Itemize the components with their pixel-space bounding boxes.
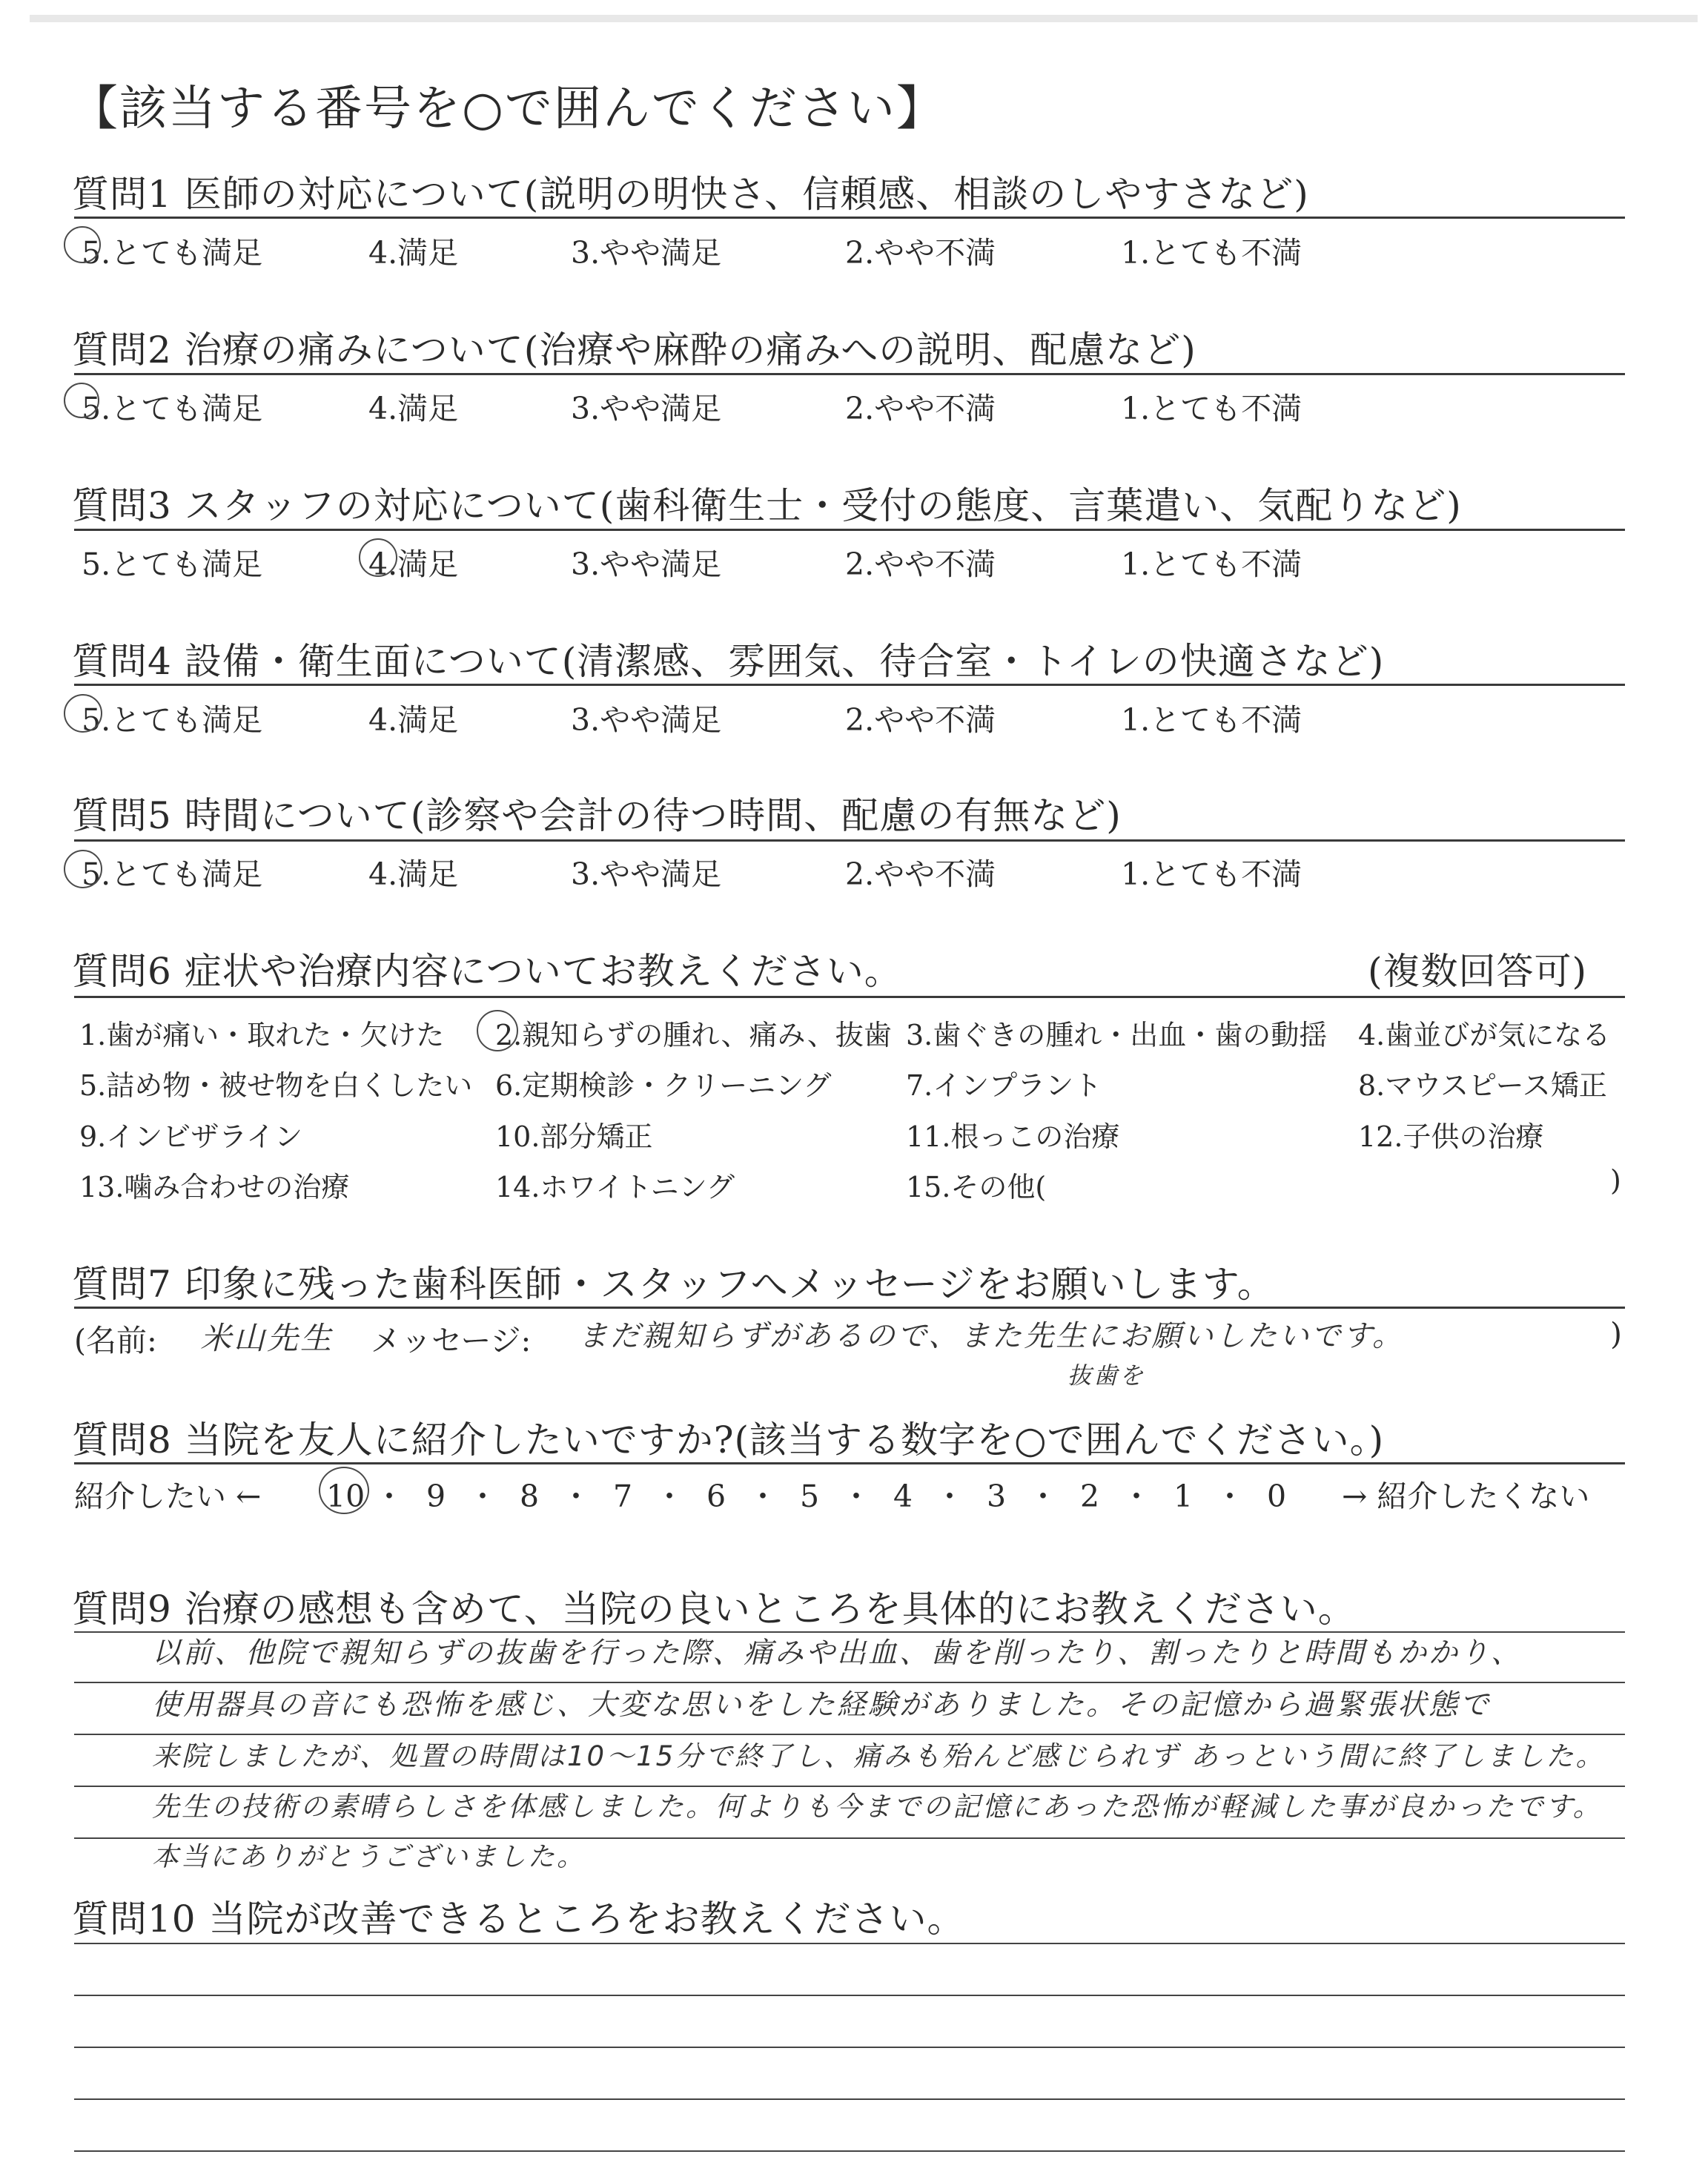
q4-option-5[interactable]: 5.とても満足 — [82, 702, 263, 738]
q3-option-5[interactable]: 5.とても満足 — [82, 546, 263, 582]
q8-dot: ・ — [1027, 1479, 1059, 1514]
q6-item-15[interactable]: 15.その他( — [906, 1171, 1047, 1203]
q8-title: 質問8 当院を友人に紹介したいですか?(該当する数字を○で囲んでください。) — [72, 1418, 1385, 1462]
q4-option-1[interactable]: 1.とても不満 — [1121, 702, 1302, 738]
q4-option-2[interactable]: 2.やや不満 — [845, 702, 996, 738]
q5-option-5[interactable]: 5.とても満足 — [82, 856, 263, 892]
q1-title: 質問1 医師の対応について(説明の明快さ、信頼感、相談のしやすさなど) — [72, 173, 1309, 216]
q2-rule — [74, 373, 1625, 375]
q3-option-4[interactable]: 4.満足 — [368, 546, 459, 582]
q2-option-1[interactable]: 1.とても不満 — [1121, 391, 1302, 426]
q2-option-5[interactable]: 5.とても満足 — [82, 391, 263, 426]
q9-title: 質問9 治療の感想も含めて、当院の良いところを具体的にお教えください。 — [72, 1588, 1356, 1631]
q8-dot: ・ — [467, 1479, 498, 1514]
q8-score-3[interactable]: 3 — [986, 1479, 1007, 1514]
q6-item-1[interactable]: 1.歯が痛い・取れた・欠けた — [79, 1019, 445, 1051]
q1-option-2[interactable]: 2.やや不満 — [845, 235, 996, 271]
q6-title: 質問6 症状や治療内容についてお教えください。 — [72, 950, 902, 993]
q5-option-3[interactable]: 3.やや満足 — [571, 856, 722, 892]
q5-option-2[interactable]: 2.やや不満 — [845, 856, 996, 892]
q3-title: 質問3 スタッフの対応について(歯科衛生士・受付の態度、言葉遣い、気配りなど) — [72, 484, 1462, 527]
q10-title: 質問10 当院が改善できるところをお教えください。 — [72, 1898, 965, 1941]
q6-item-9[interactable]: 9.インビザライン — [79, 1120, 303, 1153]
q6-item-14[interactable]: 14.ホワイトニング — [495, 1171, 735, 1203]
q9-answer-line-4[interactable]: 先生の技術の素晴らしさを体感しました。何よりも今までの記憶にあった恐怖が軽減した事が良かったです。 — [152, 1791, 1603, 1823]
q5-option-4[interactable]: 4.満足 — [368, 856, 459, 892]
q3-option-2[interactable]: 2.やや不満 — [845, 546, 996, 582]
q8-left-label: 紹介したい ← — [74, 1479, 262, 1514]
q5-rule — [74, 839, 1625, 842]
q6-item-15-close: ) — [1610, 1164, 1621, 1197]
q7-message-insert: 抜歯を — [1068, 1361, 1146, 1390]
q6-note: (複数回答可) — [1368, 950, 1588, 993]
q8-score-6[interactable]: 6 — [706, 1479, 726, 1514]
q9-answer-line-2[interactable]: 使用器具の音にも恐怖を感じ、大変な思いをした経験がありました。その記憶から過緊張状態で — [152, 1688, 1492, 1722]
q1-option-3[interactable]: 3.やや満足 — [571, 235, 722, 271]
q7-rule — [74, 1307, 1625, 1309]
q5-selection-circle — [64, 850, 102, 888]
q6-item-10[interactable]: 10.部分矯正 — [495, 1120, 653, 1153]
q9-answer-line-5[interactable]: 本当にありがとうございました。 — [152, 1842, 586, 1872]
q8-dot: ・ — [1214, 1479, 1245, 1514]
q8-dot: ・ — [934, 1479, 965, 1514]
q8-dot: ・ — [841, 1479, 872, 1514]
q8-dot: ・ — [1121, 1479, 1152, 1514]
q6-item-7[interactable]: 7.インプラント — [906, 1069, 1102, 1102]
q8-score-9[interactable]: 9 — [426, 1479, 446, 1514]
q1-option-4[interactable]: 4.満足 — [368, 235, 459, 271]
q8-score-0[interactable]: 0 — [1266, 1479, 1287, 1514]
q10-line-1[interactable] — [74, 1943, 1625, 1944]
q6-item-11[interactable]: 11.根っこの治療 — [906, 1120, 1120, 1153]
q5-title: 質問5 時間について(診察や会計の待つ時間、配慮の有無など) — [72, 794, 1122, 837]
scan-top-edge — [30, 15, 1698, 22]
q10-line-2[interactable] — [74, 1995, 1625, 1996]
q10-line-4[interactable] — [74, 2098, 1625, 2100]
q4-option-4[interactable]: 4.満足 — [368, 702, 459, 738]
q6-selection-circle — [477, 1010, 518, 1051]
q3-selection-circle — [359, 538, 397, 577]
q2-title: 質問2 治療の痛みについて(治療や麻酔の痛みへの説明、配慮など) — [72, 328, 1196, 371]
q2-option-4[interactable]: 4.満足 — [368, 391, 459, 426]
q8-dot: ・ — [560, 1479, 592, 1514]
q6-item-4[interactable]: 4.歯並びが気になる — [1358, 1019, 1611, 1051]
q4-rule — [74, 684, 1625, 686]
q6-rule — [74, 996, 1625, 998]
q2-selection-circle — [64, 383, 99, 418]
q10-line-3[interactable] — [74, 2047, 1625, 2048]
q7-name-value[interactable]: 米山先生 — [200, 1320, 334, 1356]
q9-answer-line-1[interactable]: 以前、他院で親知らずの抜歯を行った際、痛みや出血、歯を削ったり、割ったりと時間もかかり、 — [152, 1636, 1523, 1670]
q8-dot: ・ — [654, 1479, 685, 1514]
q2-option-2[interactable]: 2.やや不満 — [845, 391, 996, 426]
q7-title: 質問7 印象に残った歯科医師・スタッフへメッセージをお願いします。 — [72, 1263, 1275, 1306]
q6-item-6[interactable]: 6.定期検診・クリーニング — [495, 1069, 832, 1102]
q6-item-3[interactable]: 3.歯ぐきの腫れ・出血・歯の動揺 — [906, 1019, 1328, 1051]
q3-rule — [74, 529, 1625, 531]
q1-option-5[interactable]: 5.とても満足 — [82, 235, 263, 271]
q8-score-10[interactable]: 10 — [326, 1479, 365, 1514]
q8-selection-circle — [319, 1467, 369, 1514]
q6-item-12[interactable]: 12.子供の治療 — [1358, 1120, 1544, 1153]
q8-dot: ・ — [747, 1479, 778, 1514]
q8-scale-row — [326, 1472, 1293, 1516]
q6-item-5[interactable]: 5.詰め物・被せ物を白くしたい — [79, 1069, 473, 1102]
q2-option-3[interactable]: 3.やや満足 — [571, 391, 722, 426]
q3-option-1[interactable]: 1.とても不満 — [1121, 546, 1302, 582]
q1-rule — [74, 217, 1625, 219]
q3-option-3[interactable]: 3.やや満足 — [571, 546, 722, 582]
q9-answer-line-3[interactable]: 来院しましたが、処置の時間は10〜15分で終了し、痛みも殆んど感じられず あっという間に終了しました。 — [152, 1740, 1606, 1772]
q8-rule — [74, 1462, 1625, 1464]
q1-selection-circle — [64, 226, 101, 263]
q7-message-value[interactable]: まだ親知らずがあるので、また先生にお願いしたいです。 — [578, 1319, 1404, 1353]
q6-item-8[interactable]: 8.マウスピース矯正 — [1358, 1069, 1607, 1102]
q7-message-label: メッセージ: — [371, 1323, 532, 1358]
q8-score-8[interactable]: 8 — [519, 1479, 540, 1514]
q8-score-4[interactable]: 4 — [893, 1479, 913, 1514]
q7-name-label: (名前: — [74, 1323, 157, 1358]
q8-score-7[interactable]: 7 — [612, 1479, 633, 1514]
q4-option-3[interactable]: 3.やや満足 — [571, 702, 722, 738]
q7-close-paren: ) — [1610, 1316, 1622, 1352]
q8-dot: ・ — [374, 1479, 405, 1514]
q8-score-5[interactable]: 5 — [799, 1479, 820, 1514]
q4-title: 質問4 設備・衛生面について(清潔感、雰囲気、待合室・トイレの快適さなど) — [72, 640, 1385, 683]
q8-score-2[interactable]: 2 — [1079, 1479, 1100, 1514]
q4-selection-circle — [64, 694, 102, 733]
page-heading: 【該当する番号を○で囲んでください】 — [70, 82, 945, 136]
q8-right-label: → 紹介したくない — [1342, 1479, 1590, 1514]
q6-item-13[interactable]: 13.噛み合わせの治療 — [79, 1171, 350, 1203]
q8-score-1[interactable]: 1 — [1173, 1479, 1194, 1514]
q10-line-5[interactable] — [74, 2150, 1625, 2152]
q5-option-1[interactable]: 1.とても不満 — [1121, 856, 1302, 892]
q1-option-1[interactable]: 1.とても不満 — [1121, 235, 1302, 271]
q6-item-2[interactable]: 2.親知らずの腫れ、痛み、抜歯 — [495, 1019, 892, 1051]
